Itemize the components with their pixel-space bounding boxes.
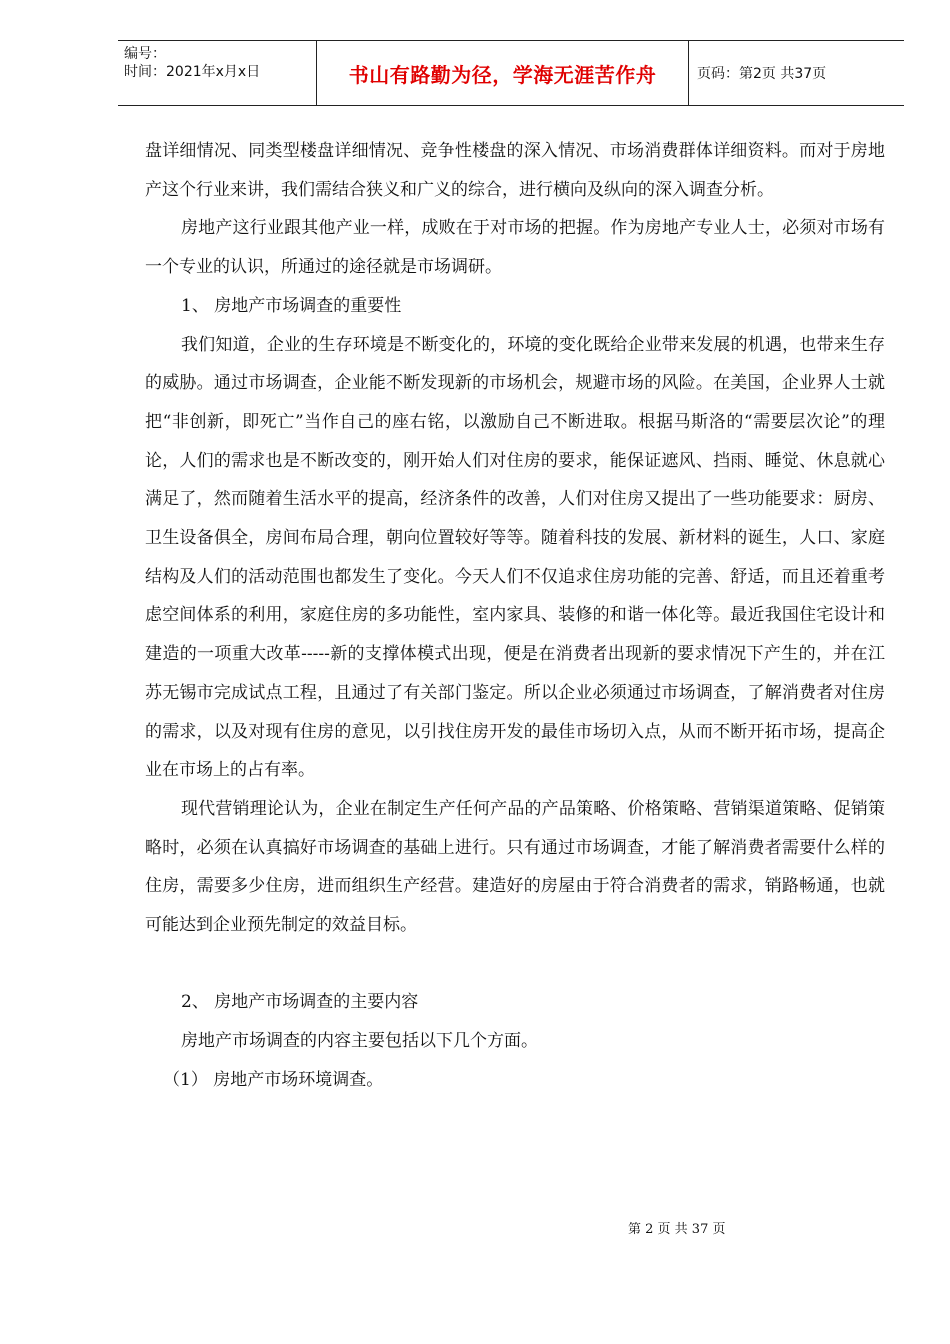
subsection-heading-1: （1） 房地产市场环境调查。 <box>163 1069 384 1090</box>
header-motto: 书山有路勤为径，学海无涯苦作舟 <box>316 41 689 105</box>
footer-page-number: 第 2 页 共 37 页 <box>628 1222 726 1237</box>
section-heading-1: 1、 房地产市场调查的重要性 <box>181 295 402 316</box>
header-page-label: 页码：第2页 共37页 <box>697 66 827 82</box>
document-time-label: 时间：2021年x月x日 <box>124 64 261 80</box>
paragraph-5: 房地产市场调查的内容主要包括以下几个方面。 <box>181 1031 538 1052</box>
document-body <box>145 132 885 1100</box>
paragraph-spacer <box>145 945 885 984</box>
section-heading-2: 2、 房地产市场调查的主要内容 <box>181 992 419 1013</box>
paragraph-2: 房地产这行业跟其他产业一样，成败在于对市场的把握。作为房地产专业人士，必须对市场有一个专业的认识，所通过的途径就是市场调研。 <box>145 218 885 278</box>
header-meta <box>118 41 316 105</box>
paragraph-1: 盘详细情况、同类型楼盘详细情况、竞争性楼盘的深入情况、市场消费群体详细资料。而对于房地产这个行业来讲，我们需结合狭义和广义的综合，进行横向及纵向的深入调查分析。 <box>145 141 885 200</box>
document-number-label: 编号： <box>124 46 166 62</box>
paragraph-4: 现代营销理论认为，企业在制定生产任何产品的产品策略、价格策略、营销渠道策略、促销策略时，必须在认真搞好市场调查的基础上进行。只有通过市场调查，才能了解消费者需要什么样的住房，需要多少住房，进而组织生产经营。建造好的房屋由于符合消费者的需求，销路畅通，也就可能达到企业预先制定的效益目标。 <box>145 798 885 936</box>
page-header <box>118 40 904 106</box>
paragraph-3: 我们知道，企业的生存环境是不断变化的，环境的变化既给企业带来发展的机遇，也带来生存的威胁。通过市场调查，企业能不断发现新的市场机会，规避市场的风险。在美国，企业界人士就把“非创新，即死亡”当作自己的座右铭，以激励自己不断进取。根据马斯洛的“需要层次论”的理论，人们的需求也是不断改变的，刚开始人们对住房的要求，能保证遮风、挡雨、睡觉、休息就心满足了，然而随着生活水平的提高，经济条件的改善，人们对住房又提出了一些功能要求：厨房、卫生设备俱全，房间布局合理，朝向位置较好等等。随着科技的发展、新材料的诞生，人口、家庭结构及人们的活动范围也都发生了变化。今天人们不仅追求住房功能的完善、舒适，而且还着重考虑空间体系的利用，家庭住房的多功能性，室内家具、装修的和谐一体化等。最近我国住宅设计和建造的一项重大改革-----新的支撑体模式出现，便是在消费者出现新的要求情况下产生的，并在江苏无锡市完成试点工程，且通过了有关部门鉴定。所以企业必须通过市场调查，了解消费者对住房的需求，以及对现有住房的意见，以引找住房开发的最佳市场切入点，从而不断开拓市场，提高企业在市场上的占有率。 <box>145 334 885 781</box>
